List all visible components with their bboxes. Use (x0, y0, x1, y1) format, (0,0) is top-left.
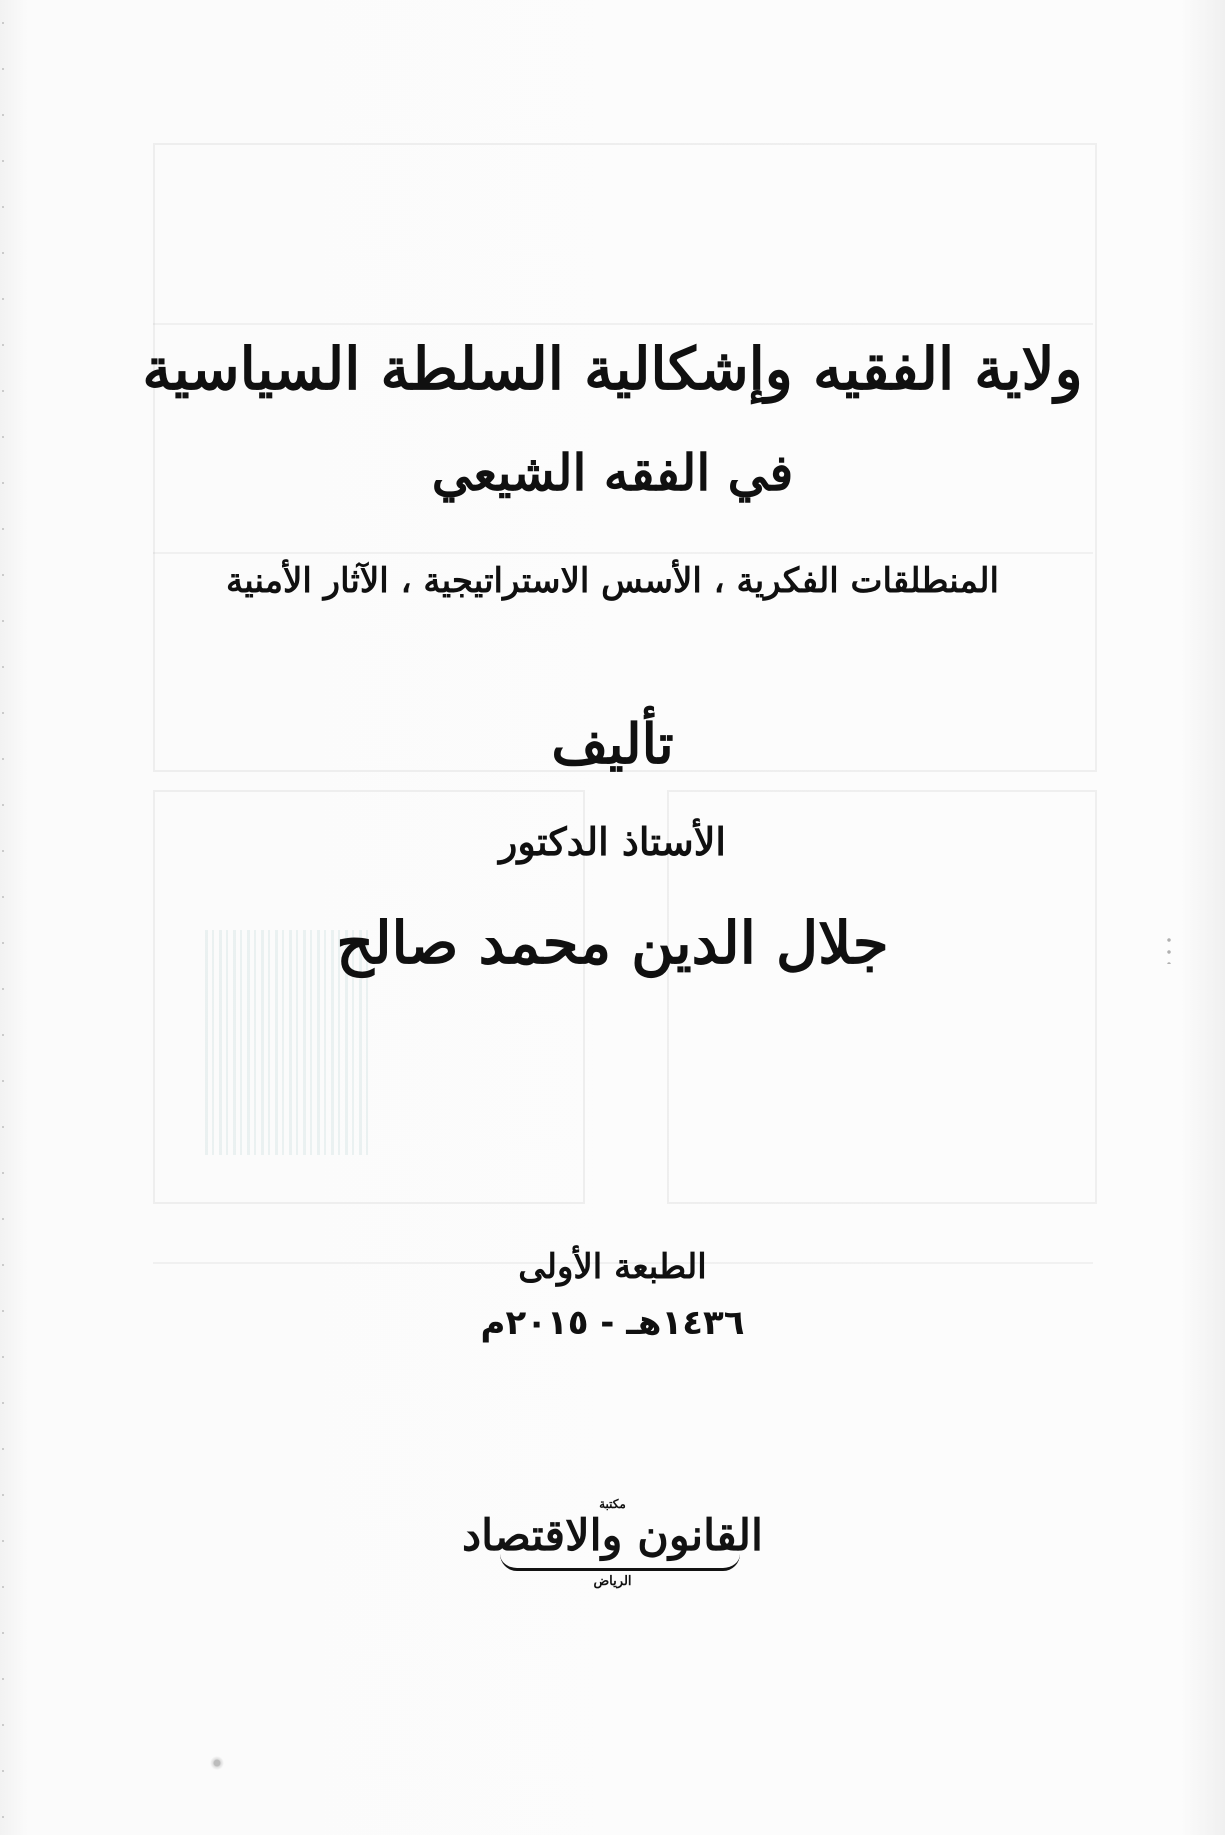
publisher-city: الرياض (593, 1574, 632, 1589)
edition-date: ١٤٣٦هـ - ٢٠١٥م (480, 1303, 745, 1343)
author-label: تأليف (551, 711, 674, 776)
publisher-logo (0, 1498, 1225, 1608)
paper-mark (1166, 934, 1172, 964)
book-subtitle: المنطلقات الفكرية ، الأسس الاستراتيجية ، الآثار الأمنية (226, 561, 999, 601)
author-name: جلال الدين محمد صالح (336, 909, 889, 977)
publisher-name: القانون والاقتصاد (462, 1511, 763, 1561)
paper-speck (210, 1756, 224, 1770)
publisher-prefix: مكتبة (599, 1497, 626, 1511)
publisher-swash (500, 1554, 740, 1571)
book-title: ولاية الفقيه وإشكالية السلطة السياسية (142, 335, 1083, 403)
author-title: الأستاذ الدكتور (499, 819, 726, 864)
edition-label: الطبعة الأولى (518, 1247, 707, 1287)
book-title-subline: في الفقه الشيعي (431, 443, 794, 502)
